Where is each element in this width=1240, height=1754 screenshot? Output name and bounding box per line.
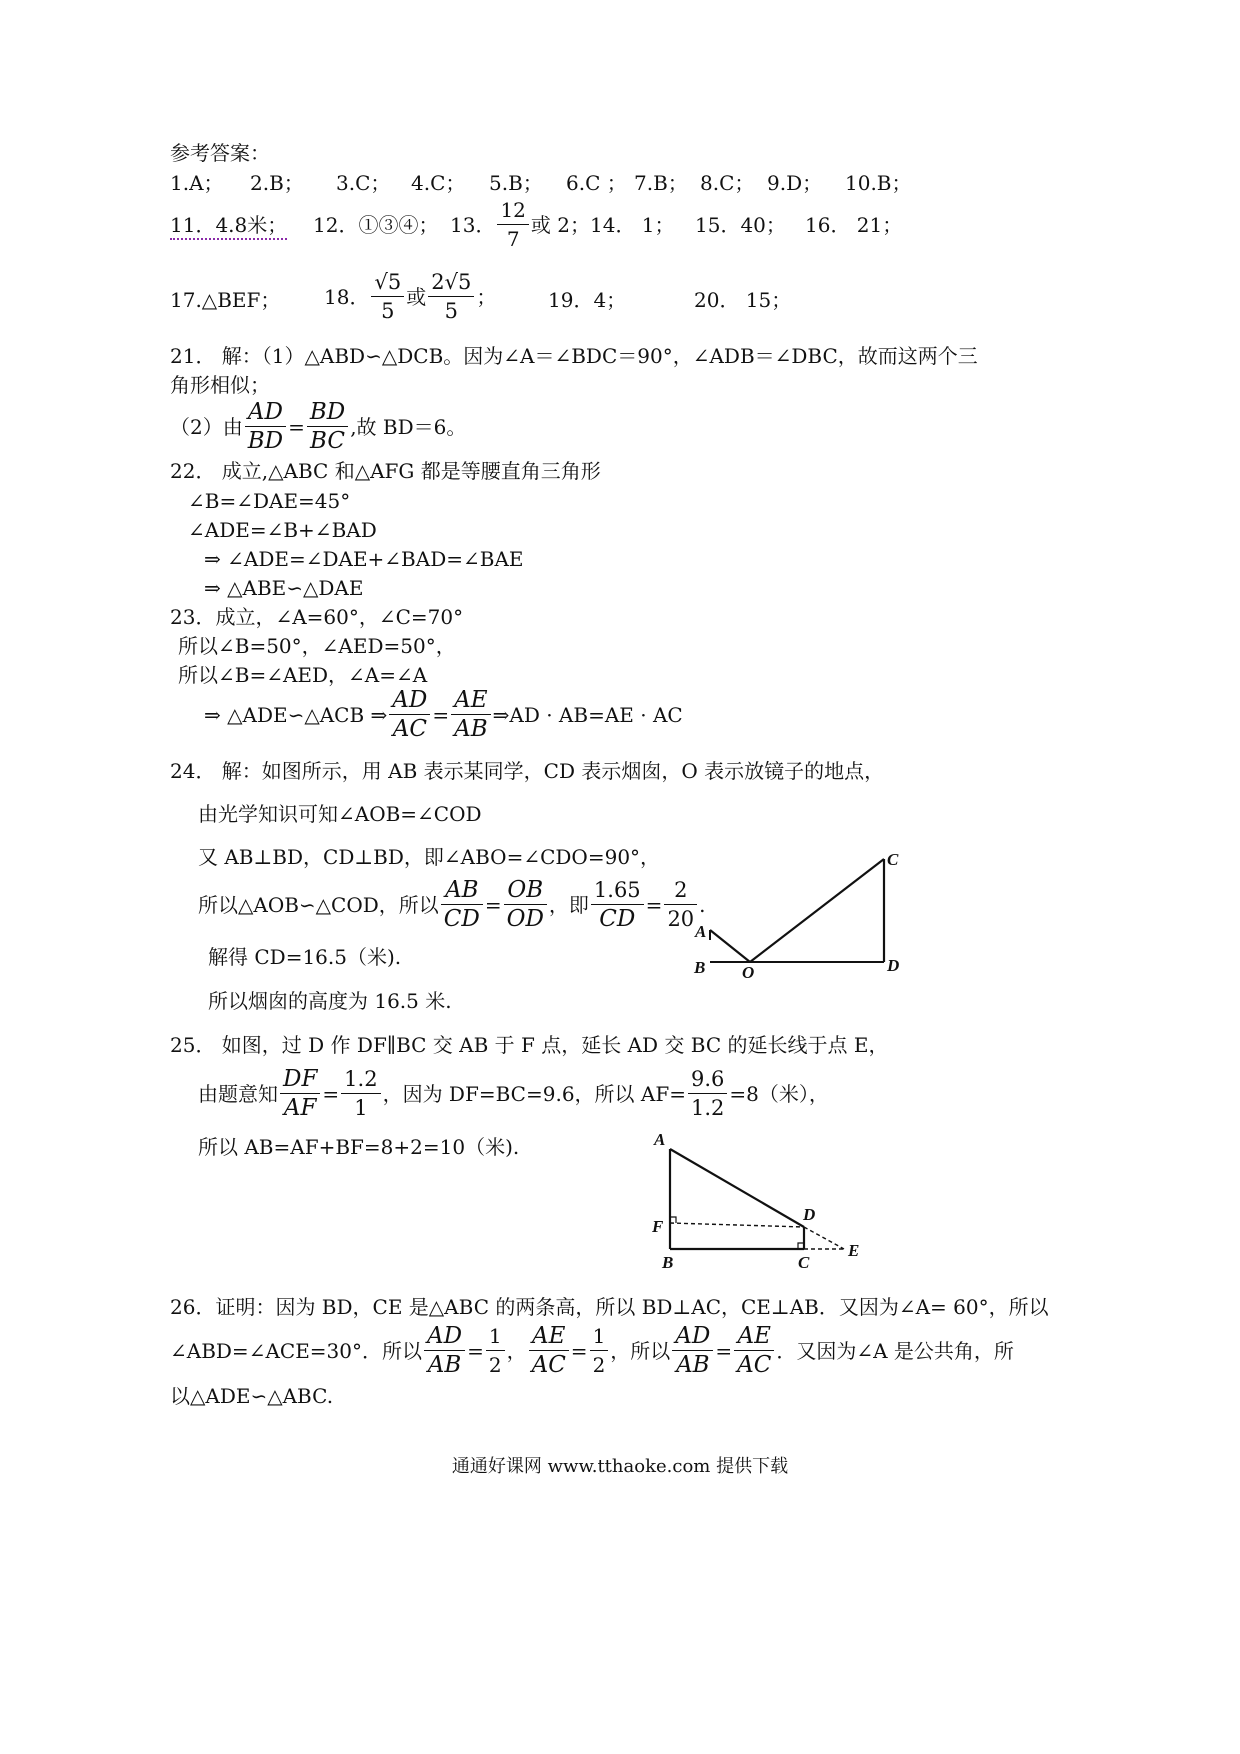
answer-10: 10.B； — [845, 171, 912, 195]
q25-line2 — [198, 1065, 829, 1122]
equals-sign: = — [570, 1338, 588, 1363]
denominator: OD — [506, 906, 544, 932]
denominator: 5 — [381, 299, 395, 323]
semicolon: ； — [476, 284, 497, 309]
q26-line2-prefix: ∠ABD=∠ACE=30°．所以 — [170, 1338, 423, 1363]
q21-part2 — [170, 398, 466, 455]
q25-mid: ，因为 DF=BC=9.6，所以 AF= — [382, 1081, 686, 1106]
answer-6: 6.C ； — [566, 171, 627, 195]
comma: ， — [506, 1338, 527, 1363]
numerator: 1.2 — [341, 1065, 380, 1094]
label-c: C — [798, 1253, 810, 1272]
numerator: 1 — [486, 1322, 505, 1351]
denominator: AC — [531, 1352, 566, 1378]
q23-line1: 23．成立，∠A=60°，∠C=70° — [170, 605, 464, 629]
answer-18 — [324, 268, 496, 325]
label-c: C — [887, 850, 899, 869]
period: . — [699, 892, 706, 917]
segment-ad — [670, 1149, 804, 1227]
numerator: AD — [424, 1322, 465, 1351]
q24-figure — [680, 845, 920, 985]
denominator: 20 — [667, 907, 695, 931]
equals-sign: = — [432, 702, 450, 727]
denominator: 2 — [592, 1353, 606, 1377]
q24-line5: 解得 CD=16.5（米). — [208, 945, 402, 969]
fraction-1-2-second — [590, 1322, 609, 1379]
denominator: BC — [310, 428, 345, 454]
fraction-ad-ab — [424, 1322, 465, 1379]
fraction-ab-cd — [441, 876, 483, 933]
fraction-ad-ac — [389, 686, 430, 743]
answer-1: 1.A； — [170, 171, 224, 195]
fraction-12-7 — [497, 196, 528, 253]
q23-line2: 所以∠B=50°，∠AED=50°， — [178, 634, 456, 658]
numerator: 9.6 — [688, 1065, 727, 1094]
q21-line1: 21． 解：（1）△ABD∽△DCB。因为∠A＝∠BDC＝90°，∠ADB＝∠DBC，故而这两个三 — [170, 344, 978, 368]
label-f: F — [652, 1217, 664, 1236]
fraction-ae-ac — [529, 1322, 569, 1379]
denominator: CD — [599, 906, 636, 932]
q25-line1: 25． 如图，过 D 作 DF∥BC 交 AB 于 F 点，延长 AD 交 BC 的延长线于点 E， — [170, 1033, 889, 1057]
q24-line6: 所以烟囱的高度为 16.5 米. — [208, 989, 452, 1013]
denominator: AF — [283, 1095, 317, 1121]
q21-part2-suffix: ,故 BD＝6。 — [350, 414, 467, 439]
answer-8: 8.C； — [700, 171, 755, 195]
answer-16: 16． 21； — [805, 213, 903, 237]
q21-part2-prefix: （2）由 — [170, 414, 243, 439]
answer-9: 9.D； — [767, 171, 823, 195]
q22-line3: ∠ADE=∠B+∠BAD — [188, 518, 377, 542]
label-d: D — [887, 956, 900, 975]
equals-sign: = — [645, 892, 663, 917]
segment-ao — [710, 930, 750, 962]
numerator: 2 — [664, 876, 697, 905]
equals-sign: = — [322, 1081, 340, 1106]
numerator: √5 — [371, 268, 404, 297]
q25-line2-suffix: =8（米）， — [729, 1081, 829, 1106]
answer-14: 14． 1； — [590, 213, 675, 237]
numerator: AB — [441, 876, 483, 905]
numerator: AD — [389, 686, 430, 715]
numerator: AE — [734, 1322, 774, 1351]
numerator: AE — [451, 686, 491, 715]
answers-heading: 参考答案： — [170, 141, 270, 165]
q22-line4: ⇒ ∠ADE=∠DAE+∠BAD=∠BAE — [204, 547, 524, 571]
q22-line5: ⇒ △ABE∽△DAE — [204, 576, 364, 600]
q25-figure — [640, 1125, 880, 1275]
numerator: 12 — [497, 196, 528, 225]
fraction-12-1 — [341, 1065, 380, 1122]
answer-13 — [450, 196, 590, 253]
numerator: DF — [280, 1065, 320, 1094]
numerator: OB — [504, 876, 547, 905]
q23-line3: 所以∠B=∠AED，∠A=∠A — [178, 663, 428, 687]
fraction-1-2 — [486, 1322, 505, 1379]
denominator: AB — [454, 716, 488, 742]
equals-sign: = — [484, 892, 502, 917]
fraction-ad-bd — [245, 398, 286, 455]
fraction-96-12 — [688, 1065, 727, 1122]
numerator: 2√5 — [428, 268, 474, 297]
answer-17: 17.△BEF； — [170, 288, 281, 312]
label-b: B — [662, 1253, 674, 1272]
equals-sign: = — [715, 1338, 733, 1363]
q24-line3: 又 AB⊥BD，CD⊥BD，即∠ABO=∠CDO=90°， — [198, 845, 661, 869]
answer-12: 12．①③④； — [313, 213, 439, 237]
denominator: 1 — [354, 1096, 368, 1120]
denominator: CD — [443, 906, 480, 932]
q26-line1: 26．证明：因为 BD，CE 是△ABC 的两条高，所以 BD⊥AC，CE⊥AB．又因为∠A= 60°，所以 — [170, 1295, 1049, 1319]
q26-line3: 以△ADE∽△ABC. — [170, 1384, 334, 1408]
fraction-ae-ab — [451, 686, 491, 743]
answer-3: 3.C； — [336, 171, 391, 195]
label-o: O — [742, 963, 755, 982]
denominator: AB — [427, 1352, 462, 1378]
denominator: AC — [392, 716, 427, 742]
or-text: 或 — [406, 284, 427, 309]
segment-de-dashed — [804, 1227, 844, 1249]
label-d: D — [803, 1205, 816, 1224]
denominator: 7 — [506, 227, 520, 251]
answer-18-prefix: 18． — [324, 284, 370, 309]
answer-15: 15．40； — [695, 213, 786, 237]
fraction-df-af — [280, 1065, 320, 1122]
q23-line4-suffix: ⇒AD · AB=AE · AC — [492, 702, 683, 727]
fraction-sqrt5-5 — [371, 268, 404, 325]
numerator: BD — [307, 398, 348, 427]
numerator: AD — [672, 1322, 713, 1351]
equals-sign: = — [288, 414, 305, 439]
q22-line1: 22． 成立,△ABC 和△AFG 都是等腰直角三角形 — [170, 459, 601, 483]
q24-line4-prefix: 所以△AOB∽△COD，所以 — [198, 892, 439, 917]
denominator: 5 — [444, 299, 458, 323]
page-footer: 通通好课网 www.tthaoke.com 提供下载 — [451, 1456, 789, 1477]
q24-line4 — [198, 876, 706, 933]
answer-13-suffix: 或 2； — [530, 212, 590, 237]
denominator: 2 — [488, 1353, 502, 1377]
q24-mid: ，即 — [548, 892, 589, 917]
q25-line2-prefix: 由题意知 — [198, 1081, 278, 1106]
answer-4: 4.C； — [411, 171, 466, 195]
answer-2: 2.B； — [250, 171, 304, 195]
answer-7: 7.B； — [634, 171, 688, 195]
q23-line4-prefix: ⇒ △ADE∽△ACB ⇒ — [204, 702, 388, 727]
numerator: 1 — [590, 1322, 609, 1351]
segment-fd-dashed — [670, 1223, 804, 1227]
equals-sign: = — [467, 1338, 484, 1363]
fraction-2sqrt5-5 — [428, 268, 474, 325]
fraction-ob-od — [504, 876, 547, 933]
fraction-ae-ac-second — [734, 1322, 774, 1379]
q22-line2: ∠B=∠DAE=45° — [188, 489, 351, 513]
denominator: 1.2 — [690, 1096, 725, 1120]
fraction-165-cd — [591, 876, 644, 933]
answer-20: 20． 15； — [694, 288, 792, 312]
segment-oc — [750, 859, 884, 962]
q21-line2: 角形相似； — [170, 373, 270, 397]
q23-line4 — [204, 686, 683, 743]
numerator: AE — [529, 1322, 569, 1351]
answer-5: 5.B； — [489, 171, 543, 195]
fraction-ad-ab-second — [672, 1322, 713, 1379]
q24-line2: 由光学知识可知∠AOB=∠COD — [198, 802, 482, 826]
answer-13-prefix: 13． — [450, 212, 496, 237]
answer-11: 11．4.8米； — [170, 212, 287, 240]
denominator: AB — [676, 1352, 710, 1378]
label-e: E — [848, 1241, 860, 1260]
denominator: BD — [247, 428, 284, 454]
answer-19: 19．4； — [548, 288, 627, 312]
label-a: A — [654, 1130, 666, 1149]
numerator: 1.65 — [591, 876, 644, 905]
label-b: B — [694, 958, 706, 977]
denominator: AC — [737, 1352, 772, 1378]
numerator: AD — [245, 398, 286, 427]
label-a: A — [695, 922, 707, 941]
q24-line1: 24． 解：如图所示，用 AB 表示某同学，CD 表示烟囱，O 表示放镜子的地点， — [170, 759, 885, 783]
q25-line3: 所以 AB=AF+BF=8+2=10（米). — [198, 1135, 520, 1159]
q26-mid: ，所以 — [610, 1338, 671, 1363]
q26-line2 — [170, 1322, 1014, 1379]
q26-line2-suffix: ．又因为∠A 是公共角，所 — [776, 1338, 1014, 1363]
fraction-bd-bc — [307, 398, 348, 455]
